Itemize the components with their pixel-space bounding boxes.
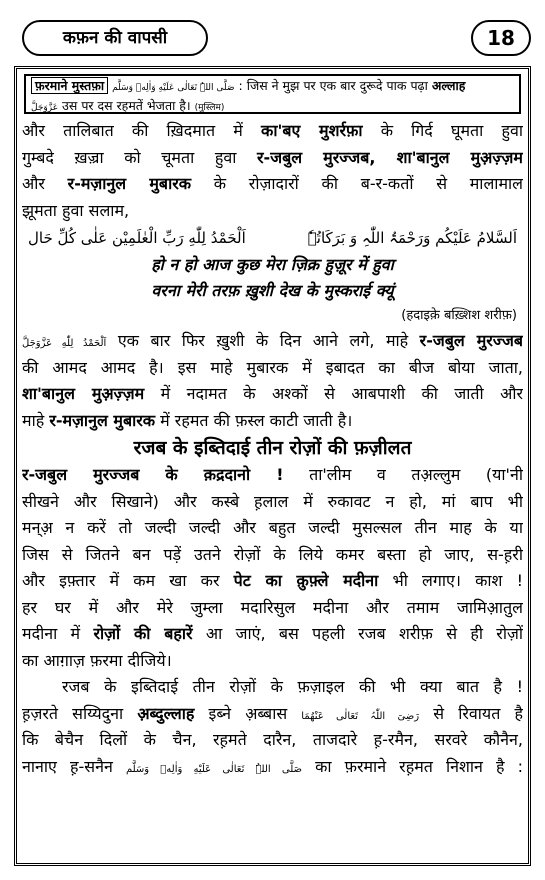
para3-line3: मन्अ़ न करें तो जल्दी जल्दी और बहुत जल्दी मुसल्सल तीन माह के या: [22, 518, 523, 537]
text: और तालिबात की ख़िदमात में: [22, 121, 243, 140]
bold-text: शा'बानुल मुअ़ज़्ज़म: [22, 384, 145, 403]
hadith-box: [24, 74, 521, 114]
page-number: 18: [471, 20, 531, 56]
para2-line2: की आमद आमद है। इस माहे मुबारक में इबादत का बीज बोया जाता,: [22, 357, 523, 377]
bold-text: र-मज़ानुल मुबारक: [67, 174, 192, 193]
hadith-label: फ़रमाने मुस्तफ़ा: [31, 77, 108, 94]
para3-line2: सीखने और सिखाने) और कस्बे ह़लाल में रुकावट न हो, मां बाप भी: [22, 491, 523, 511]
bold-text: का'बए मुशर्रफ़ा: [261, 121, 363, 140]
para1-line1: [22, 118, 523, 145]
para2-line3: [22, 381, 523, 408]
text: में रहमत की फ़स्ल काटी जाती है।: [160, 410, 353, 430]
text: ता'लीम व तअ़ल्लुम (या'नी: [309, 465, 523, 484]
hadith-azza: عَزَّوَجَلَّ: [31, 103, 59, 113]
para3-line4: जिस से जितने बन पड़ें उतने रोज़ों के लिये कमर बस्ता हो जाए, स-ह़री: [22, 544, 523, 564]
para2-line4: [22, 408, 523, 435]
para1-line2: [22, 145, 523, 172]
para3-line6: हर घर में और मेरे जुम्ला मदारिसुल मदीना और तमाम जामिआ़तुल: [22, 597, 523, 617]
text: इब्ने अ़ब्बास: [208, 703, 288, 723]
bold-text: र-जबुल मुरज्जब के क़द्रदानो !: [22, 465, 284, 484]
text: से रिवायत है: [433, 703, 523, 723]
text: में नदामत के अश्कों से आबपाशी की जाती और: [160, 384, 523, 403]
arabic-text: اَلْحَمْدُ لِلّٰهِ عَزَّوَجَلَّ: [22, 338, 107, 349]
text: और इफ़्तार में कम खा कर: [22, 571, 220, 590]
hadith-allah: अल्लाह: [431, 78, 466, 93]
text: मदीना में: [22, 624, 81, 643]
text: भी लगाए। काश !: [392, 571, 523, 590]
arabic-text: صَلَّی اللہُ تَعَالٰی عَلَیْهِ وَاٰلِهٖ وَسَلَّم: [125, 763, 302, 775]
bold-text: रोज़ों की बहारें: [93, 624, 193, 643]
bold-text: र-मज़ानुल मुबारक: [49, 410, 156, 430]
bold-text: र-जबुल मुरज्जब, शा'बानुल मुअ़ज़्ज़म: [257, 147, 523, 167]
hadith-salawat: صَلَّی اللہُ تَعَالٰی عَلَیْهِ وَاٰلِهٖ وَسَلَّم: [112, 83, 235, 93]
text: माहे: [22, 410, 45, 430]
hadith-text-2: उस पर दस रहमतें भेजता है।: [62, 98, 191, 113]
text: के गिर्द घूमता हुवा: [380, 121, 523, 140]
text: का फ़रमाने रह़मत निशान है :: [315, 756, 523, 776]
text: नानाए ह़-सनैन: [22, 756, 113, 776]
text: आ जाएं, बस पहली रजब शरीफ़ से ही रोज़ों: [205, 624, 523, 643]
header-title: कफ़न की वापसी: [22, 20, 208, 56]
text: एक बार फिर ख़ुशी के दिन आने लगे, माहे: [117, 331, 409, 350]
couplet-reference: (हदाइके़ बख़्शिश शरीफ़): [401, 308, 517, 323]
section-heading: रजब के इब्तिदाई तीन रोज़ों की फ़ज़ीलत: [133, 437, 412, 459]
para4-line2: [22, 701, 523, 728]
hadith-ref: (मुस्लिम): [194, 103, 225, 113]
text: गुम्बदे ख़ज़्रा को चूमता हुवा: [22, 147, 237, 167]
arabic-text: رَضِیَ اللّٰہُ تَعَالٰی عَنْھُمَا: [301, 710, 420, 722]
para3-line8: का आग़ाज़ फ़रमा दीजिये।: [22, 650, 172, 670]
para1-line4: झूमता हुवा सलाम,: [22, 200, 130, 220]
couplet-line1: हो न हो आज कुछ मेरा ज़िक्र हुज़ूर में हुवा: [151, 255, 394, 274]
para3-line1: [22, 462, 523, 489]
para4-line1: रजब के इब्तिदाई तीन रोज़ों के फ़ज़ाइल की भी क्या बात है !: [62, 677, 523, 696]
text: ह़ज़रते सय्यिदुना: [22, 703, 124, 723]
arabic-salam: اَلسَّلامُ عَلَیْکُم وَرَحْمَۃُ اللّٰہِ وَ بَرَکَاتُہٗ: [307, 229, 517, 247]
para2-line1: [22, 328, 523, 355]
main-text: [22, 118, 523, 860]
text: के रोज़ादारों की ब-र-कतों से मालामाल: [213, 174, 523, 193]
text: और: [22, 174, 45, 193]
para4-line3: कि बेचैन दिलों के चैन, रह़मते दारैन, ताजदारे ह़-रमैन, सरवरे कौनैन,: [22, 730, 523, 749]
bold-text: पेट का क़ुफ़्ले मदीना: [233, 571, 379, 590]
couplet-line2: वरना मेरी तरफ़ ख़ुशी देख के मुस्कराई क्यूं: [151, 281, 394, 300]
hadith-text-1: : जिस ने मुझ पर एक बार दुरूदे पाक पढ़ा: [238, 78, 428, 93]
para3-line7: [22, 621, 523, 648]
bold-text: अ़ब्दुल्लाह: [137, 703, 195, 723]
arabic-hamd: اَلْحَمْدُ لِلّٰهِ رَبِّ الْعٰلَمِیْن عَلٰی کُلِّ حَال: [28, 229, 246, 247]
bold-text: र-जबुल मुरज्जब: [419, 331, 523, 350]
para1-line3: [22, 171, 523, 198]
para4-line4: [22, 754, 523, 781]
arabic-salam-line: [22, 224, 523, 252]
para3-line5: [22, 568, 523, 595]
